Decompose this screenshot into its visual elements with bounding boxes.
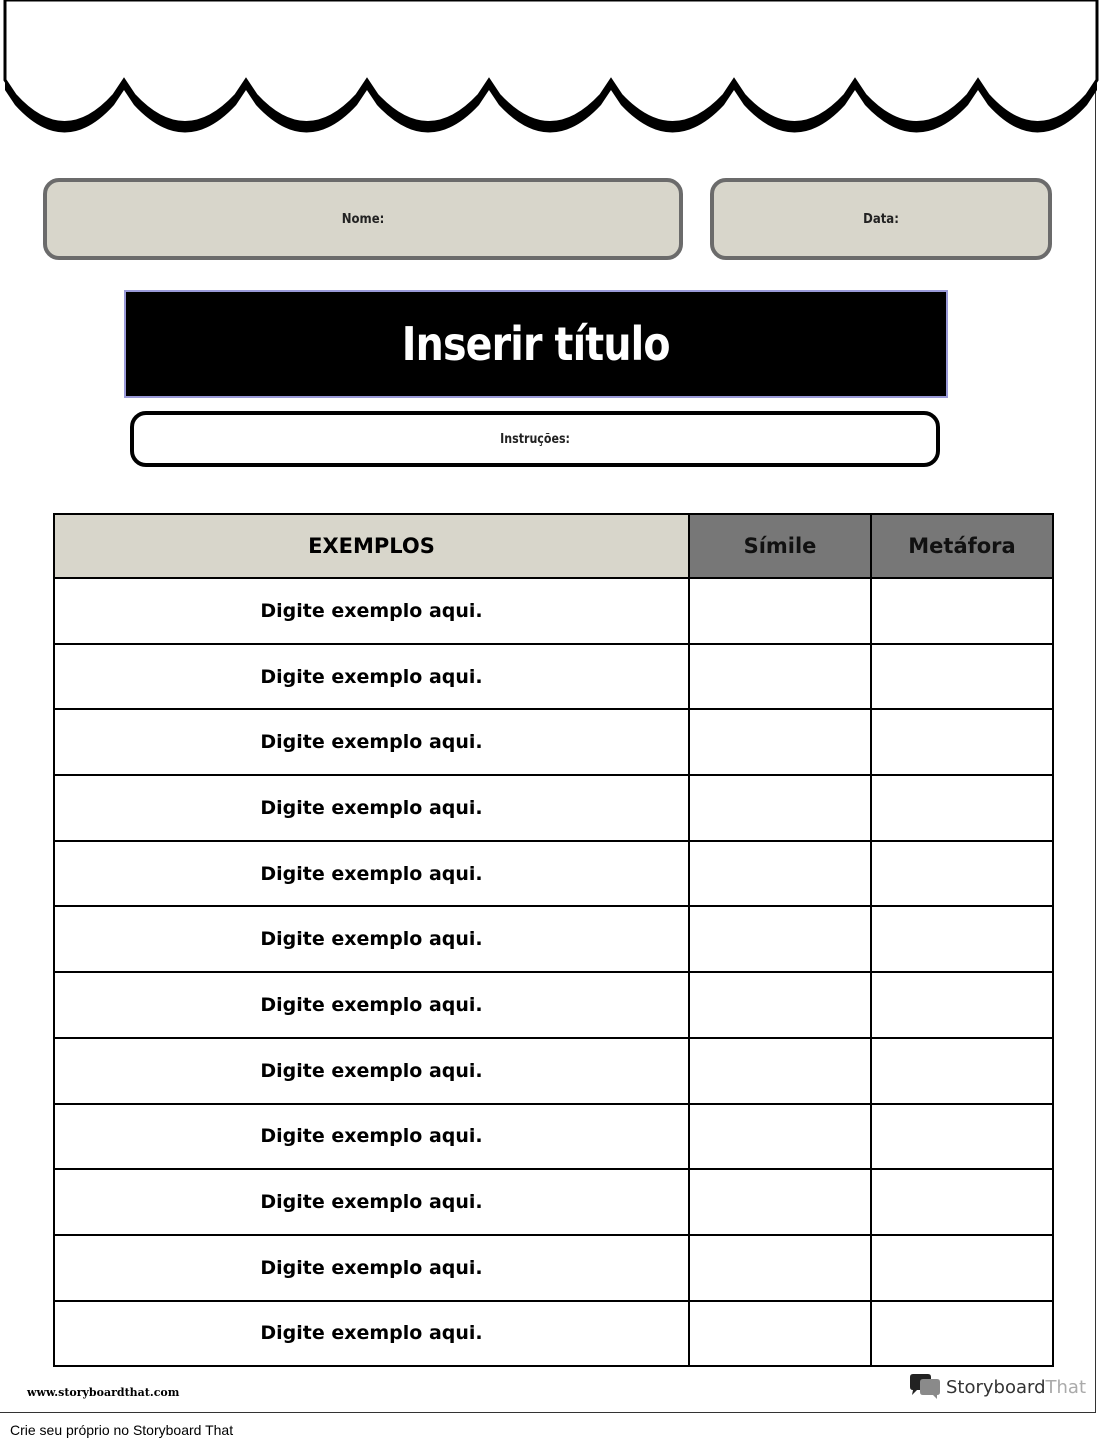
title-banner[interactable] (124, 290, 948, 398)
storyboardthat-logo[interactable] (908, 1373, 1086, 1401)
metaphor-cell[interactable] (871, 972, 1053, 1038)
table-row (54, 1169, 1053, 1235)
instructions-label: Instruções: (500, 431, 570, 447)
example-cell[interactable]: Digite exemplo aqui. (54, 1301, 689, 1367)
table-row (54, 709, 1053, 775)
example-cell[interactable]: Digite exemplo aqui. (54, 906, 689, 972)
table-row (54, 1038, 1053, 1104)
instructions-box[interactable] (130, 411, 940, 467)
table-row (54, 972, 1053, 1038)
date-label: Data: (863, 211, 899, 227)
simile-cell[interactable] (689, 775, 871, 841)
metaphor-cell[interactable] (871, 709, 1053, 775)
table-row (54, 1301, 1053, 1367)
table-row (54, 1235, 1053, 1301)
metaphor-cell[interactable] (871, 906, 1053, 972)
simile-cell[interactable] (689, 644, 871, 710)
simile-cell[interactable] (689, 1104, 871, 1170)
table-row (54, 644, 1053, 710)
example-cell[interactable]: Digite exemplo aqui. (54, 1235, 689, 1301)
metaphor-cell[interactable] (871, 1235, 1053, 1301)
scallop-front (5, 0, 1097, 123)
table-body (54, 578, 1053, 1366)
footer-credit[interactable]: Crie seu próprio no Storyboard That (10, 1422, 234, 1438)
scallop-header-decoration (0, 0, 1100, 160)
brand-name-bold: Storyboard (946, 1376, 1046, 1398)
column-header-simile: Símile (689, 514, 871, 578)
column-header-metaphor: Metáfora (871, 514, 1053, 578)
example-cell[interactable]: Digite exemplo aqui. (54, 775, 689, 841)
brand-name (946, 1377, 1086, 1398)
simile-cell[interactable] (689, 1169, 871, 1235)
metaphor-cell[interactable] (871, 1104, 1053, 1170)
table-row (54, 775, 1053, 841)
example-cell[interactable]: Digite exemplo aqui. (54, 841, 689, 907)
table-row (54, 906, 1053, 972)
page-title: Inserir título (402, 317, 670, 371)
example-cell[interactable]: Digite exemplo aqui. (54, 578, 689, 644)
examples-table (53, 513, 1054, 1367)
metaphor-cell[interactable] (871, 578, 1053, 644)
example-cell[interactable]: Digite exemplo aqui. (54, 1169, 689, 1235)
brand-name-light: That (1045, 1376, 1087, 1398)
simile-cell[interactable] (689, 1235, 871, 1301)
simile-cell[interactable] (689, 1301, 871, 1367)
table-row (54, 841, 1053, 907)
simile-cell[interactable] (689, 578, 871, 644)
metaphor-cell[interactable] (871, 1301, 1053, 1367)
example-cell[interactable]: Digite exemplo aqui. (54, 1104, 689, 1170)
table-row (54, 578, 1053, 644)
simile-cell[interactable] (689, 906, 871, 972)
simile-cell[interactable] (689, 972, 871, 1038)
simile-cell[interactable] (689, 1038, 871, 1104)
table-header-row (54, 514, 1053, 578)
column-header-examples: EXEMPLOS (54, 514, 689, 578)
example-cell[interactable]: Digite exemplo aqui. (54, 972, 689, 1038)
metaphor-cell[interactable] (871, 775, 1053, 841)
site-url[interactable]: www.storyboardthat.com (27, 1386, 180, 1399)
example-cell[interactable]: Digite exemplo aqui. (54, 644, 689, 710)
speech-bubbles-icon (908, 1373, 942, 1401)
example-cell[interactable]: Digite exemplo aqui. (54, 1038, 689, 1104)
table-row (54, 1104, 1053, 1170)
metaphor-cell[interactable] (871, 841, 1053, 907)
metaphor-cell[interactable] (871, 1169, 1053, 1235)
simile-cell[interactable] (689, 841, 871, 907)
metaphor-cell[interactable] (871, 1038, 1053, 1104)
example-cell[interactable]: Digite exemplo aqui. (54, 709, 689, 775)
date-field[interactable] (710, 178, 1052, 260)
metaphor-cell[interactable] (871, 644, 1053, 710)
name-field[interactable] (43, 178, 683, 260)
name-label: Nome: (341, 211, 385, 227)
simile-cell[interactable] (689, 709, 871, 775)
